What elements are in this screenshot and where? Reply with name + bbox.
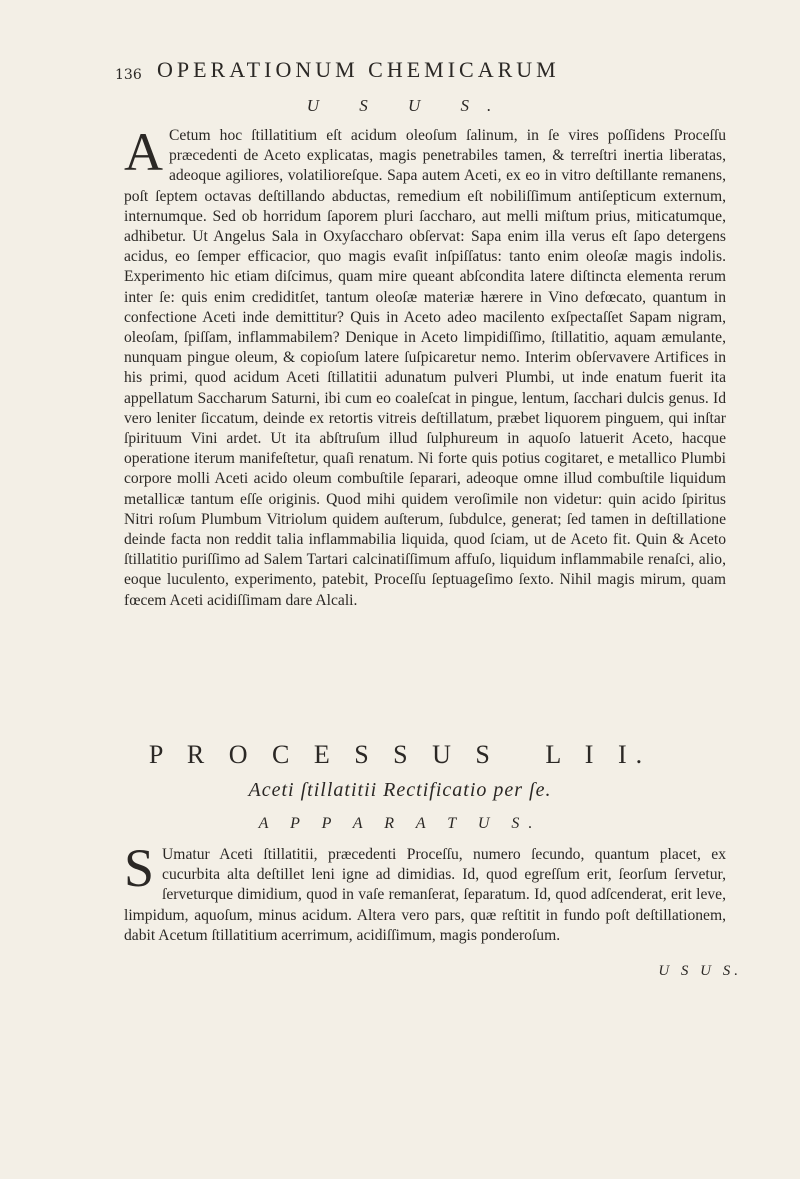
usus-text: Cetum hoc ſtillatitium eſt acidum oleoſum ſalinum, in ſe vires poſſidens Proceſſu præcedenti de Aceto explicatas, magis penetrabiles tamen, & terreſtri inertia liberatas, adeoque agiliores, volatilioreſque. Sapa autem Aceti, ex eo in vitro deſtillante remanens, poſt ſeptem octavas deſtillando abductas, remedium eſt nobiliſſimum antiſepticum externum, internumque. Sed ob horridum ſaporem pluri ſaccharo, aut melli miſtum prius, miticatumque, adhibetur. Ut Angelus Sala in Oxyſaccharo obſervat: Sapa enim illa verus eſt ſapo detergens acidus, eo ſemper efficacior, quo magis evaſit inſpiſſatus: tanto enim oleoſæ magis indolis. Experimento hic etiam diſcimus, quam mire queant abſcondita latere diſtincta elementa rerum inter ſe: quis enim crediditſet, tantum oleoſæ materiæ hærere in Vino defœcato, quantum in confectione Aceti inde demittitur? Quis in Aceto adeo macilento exſpectaſſet Sapam nigram, oleoſam, ſpiſſam, inflammabilem? Denique in Aceto limpidiſſimo, ſtillatitio, aquam æmulante, nunquam pingue oleum, & copioſum latere ſuſpicaretur nemo. Interim obſervavere Artifices in his primi, quod acidum Aceti ſtillatitii adunatum pulveri Plumbi, ut inde enatum fuerit ita appellatum Saccharum Saturni, ibi cum eo coaleſcat in pingue, lentum, ſacchari dulcis genus. Id vero leniter ſiccatum, deinde ex retortis vitreis deſtillatum, præbet liquorem pinguem, qui inſtar ſpirituum Vini ardet. Ut ita abſtruſum illud ſulphureum in aquoſo latuerit Aceto, hacque operatione iterum manifeſtetur, quaſi renatum. Ni forte quis potius cogitaret, e metallico Plumbi corpore molli Aceti acido oleum combuſtile ſeparari, adeoque omne illud combuſtile liquidum metallicæ tantum eſſe originis. Quod mihi quidem veroſimile non videtur: quin acido ſpiritus Nitri roſum Plumbum Vitriolum quidem auſterum, ſubdulce, generat; ſed tamen in deſtillatione deinde facta non reddit talia inflammabilia liquida, quod ſciam, ut de Aceto fit. Quin & Aceto ſtillatitio puriſſimo ad Salem Tartari calcinatiſſimum affuſo, liquidum inflammabile renaſci, alio, eoque luculento, experimento, patebit, Proceſſu ſeptuageſimo ſexto. Nihil magis mirum, quam fœcem Aceti acidiſſimam dare Alcali.	[124, 127, 726, 609]
usus-paragraph	[124, 122, 726, 611]
apparatus-text: Umatur Aceti ſtillatitii, præcedenti Proceſſu, numero ſecundo, quantum placet, ex cucurbita alta deſtillet leni igne ad dimidias. Id, quod egreſſum erit, ſeorſum ſervetur, ſerveturque dimidium, quod in vaſe remanſerat, ſeparatum. Id, quod adſcenderat, erit leve, limpidum, aquoſum, minus acidum. Altera vero pars, quæ reſtitit in fundo poſt deſtillationem, dabit Acetum ſtillatitium acerrimum, acidiſſimum, magis ponderoſum.	[124, 846, 726, 944]
running-title: OPERATIONUM CHEMICARUM	[157, 57, 560, 82]
drop-initial: S	[124, 838, 155, 898]
running-head	[115, 57, 740, 87]
process-title: P R O C E S S U S L I I.	[148, 740, 652, 769]
apparatus-heading: A P P A R A T U S.	[258, 815, 542, 832]
process-subtitle: Aceti ſtillatitii Rectificatio per ſe.	[248, 779, 552, 801]
usus-heading: U S U S.	[306, 96, 510, 115]
page-number: 136	[115, 67, 142, 83]
catchword: U S U S.	[658, 963, 742, 979]
apparatus-paragraph	[124, 838, 726, 946]
drop-initial: A	[124, 122, 163, 182]
